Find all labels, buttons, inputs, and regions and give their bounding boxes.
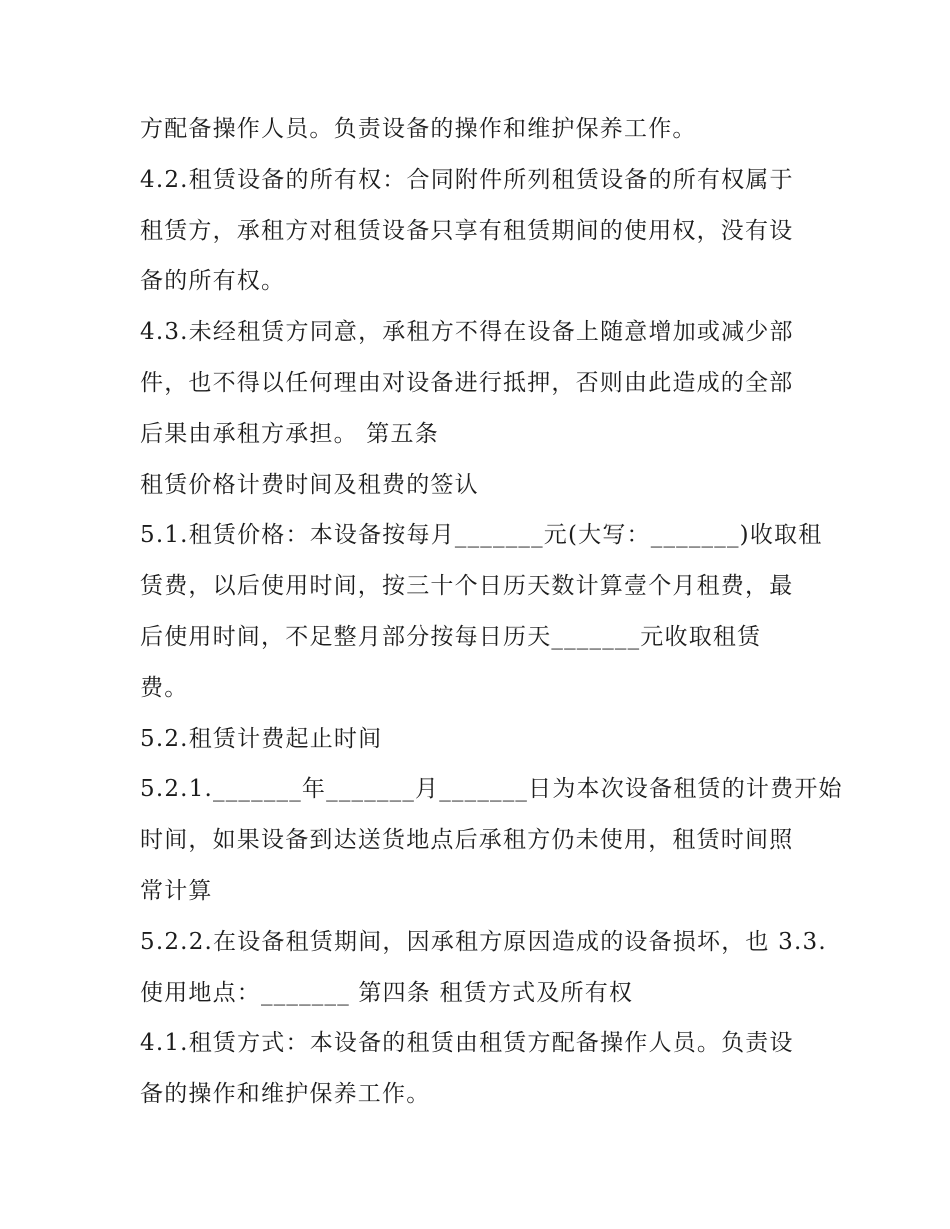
text-line: 后果由承租方承担。 第五条 [140, 420, 439, 447]
text-line: 费。 [140, 674, 189, 701]
document-body [140, 104, 843, 1120]
text-line: 4.2.租赁设备的所有权：合同附件所列租赁设备的所有权属于 [140, 166, 794, 193]
text-line: 5.2.1._______年_______月_______日为本次设备租赁的计费开始 [140, 776, 843, 803]
text-line: 后使用时间，不足整月部分按每日历天_______元收取租赁 [140, 623, 762, 650]
text-line: 5.2.租赁计费起止时间 [140, 725, 383, 752]
text-line: 5.2.2.在设备租赁期间，因承租方原因造成的设备损坏，也 3.3. [140, 928, 827, 955]
text-line: 常计算 [140, 877, 213, 904]
text-line: 4.1.租赁方式：本设备的租赁由租赁方配备操作人员。负责设 [140, 1030, 794, 1057]
text-line: 备的所有权。 [140, 268, 286, 295]
text-line: 件，也不得以任何理由对设备进行抵押，否则由此造成的全部 [140, 369, 794, 396]
text-line: 方配备操作人员。负责设备的操作和维护保养工作。 [140, 116, 697, 142]
text-line: 时间，如果设备到达送货地点后承租方仍未使用，租赁时间照 [140, 827, 794, 854]
text-line: 使用地点：_______ 第四条 租赁方式及所有权 [140, 979, 634, 1006]
text-line: 租赁价格计费时间及租费的签认 [140, 471, 479, 498]
text-line: 赁费，以后使用时间，按三十个日历天数计算壹个月租费，最 [140, 573, 794, 600]
text-line: 5.1.租赁价格：本设备按每月_______元(大写：_______)收取租 [140, 522, 823, 549]
text-line: 4.3.未经租赁方同意，承租方不得在设备上随意增加或减少部 [140, 319, 794, 346]
text-line: 租赁方，承租方对租赁设备只享有租赁期间的使用权，没有设 [140, 217, 794, 244]
text-line: 备的操作和维护保养工作。 [140, 1081, 431, 1108]
